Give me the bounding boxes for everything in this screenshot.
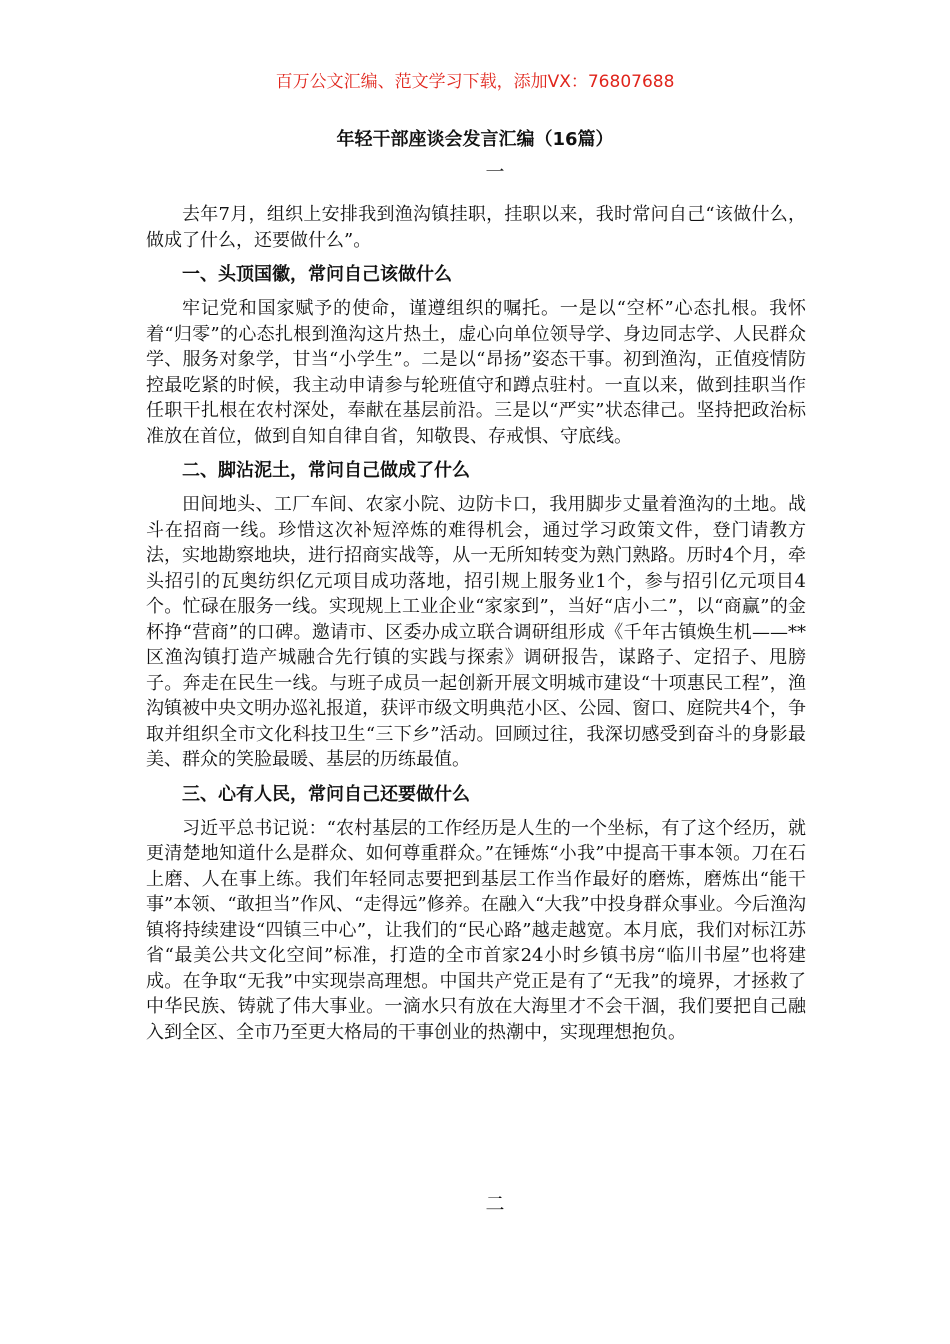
- document-title: 年轻干部座谈会发言汇编（16篇）: [336, 129, 614, 150]
- heading-3: 三、心有人民，常问自己还要做什么: [182, 783, 470, 805]
- header-banner: 百万公文汇编、范文学习下载，添加VX：76807688: [275, 72, 675, 92]
- paragraph-2: 田间地头、工厂车间、农家小院、边防卡口，我用脚步丈量着渔沟的土地。战斗在招商一线。珍惜这次补短淬炼的难得机会，通过学习政策文件，登门请教方法，实地勘察地块，进行招商实战等，从一无所知转变为熟门熟路。历时4个月，牵头招引的瓦奥纺织亿元项目成功落地，招引规上服务业1个，参与招引亿元项目4个。忙碌在服务一线。实现规上工业企业“家家到”，当好“店小二”，以“商赢”的金杯挣“营商”的口碑。邀请市、区委办成立联合调研组形成《千年古镇焕生机——**区渔沟镇打造产城融合先行镇的实践与探索》调研报告，谋路子、定招子、甩膀子。奔走在民生一线。与班子成员一起创新开展文明城市建设“十项惠民工程”，渔沟镇被中央文明办巡礼报道，获评市级文明典范小区、公园、窗口、庭院共4个，争取并组织全市文化科技卫生“三下乡”活动。回顾过往，我深切感受到奋斗的身影最美、群众的笑脸最暖、基层的历练最值。: [146, 494, 806, 770]
- section-number-1: 一: [485, 161, 505, 183]
- heading-1: 一、头顶国徽，常问自己该做什么: [182, 264, 452, 285]
- paragraph-3: 习近平总书记说：“农村基层的工作经历是人生的一个坐标，有了这个经历，就更清楚地知道什么是群众、如何尊重群众。”在锤炼“小我”中提高干事本领。刀在石上磨、人在事上练。我们年轻同志要把到基层工作当作最好的磨炼，磨炼出“能干事”本领、“敢担当”作风、“走得远”修养。在融入“大我”中投身群众事业。今后渔沟镇将持续建设“四镇三中心”，让我们的“民心路”越走越宽。本月底，我们对标江苏省“最美公共文化空间”标准，打造的全市首家24小时乡镇书房“临川书屋”也将建成。在争取“无我”中实现崇高理想。中国共产党正是有了“无我”的境界，才拯救了中华民族、铸就了伟大事业。一滴水只有放在大海里才不会干涸，我们要把自己融入到全区、全市乃至更大格局的干事创业的热潮中，实现理想抱负。: [146, 817, 806, 1043]
- paragraph-1: 牢记党和国家赋予的使命，谨遵组织的嘱托。一是以“空杯”心态扎根。我怀着“归零”的心态扎根到渔沟这片热土，虚心向单位领导学、身边同志学、人民群众学、服务对象学，甘当“小学生”。二是以“昂扬”姿态干事。初到渔沟，正值疫情防控最吃紧的时候，我主动申请参与轮班值守和蹲点驻村。一直以来，做到挂职当作任职干扎根在农村深处，奉献在基层前沿。三是以“严实”状态律己。坚持把政治标准放在首位，做到自知自律自省，知敬畏、存戒惧、守底线。: [146, 298, 806, 447]
- heading-2: 二、脚沾泥土，常问自己做成了什么: [182, 460, 470, 481]
- document-body: [146, 202, 806, 1045]
- intro-paragraph: 去年7月，组织上安排我到渔沟镇挂职，挂职以来，我时常问自己“该做什么，做成了什么，还要做什么”。: [146, 204, 806, 251]
- section-number-2: 二: [485, 1193, 505, 1215]
